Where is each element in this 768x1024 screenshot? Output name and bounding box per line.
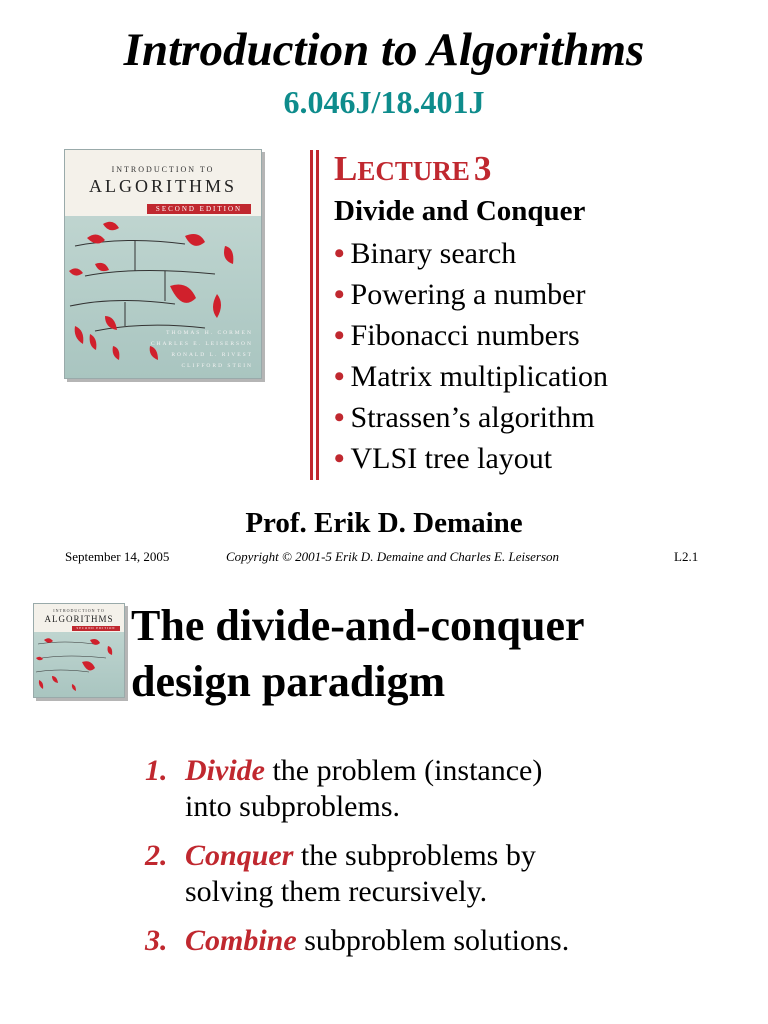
step-keyword: Combine: [185, 924, 297, 957]
slide-title-line: The divide-and-conquer: [131, 601, 585, 650]
book-small-title: INTRODUCTION TO: [53, 608, 105, 613]
footer-date: September 14, 2005: [65, 549, 170, 564]
step-text: solving them recursively.: [185, 875, 488, 908]
book-author: RONALD L. RIVEST: [171, 352, 253, 358]
list-item: [145, 753, 745, 825]
topic-label: Matrix multiplication: [350, 360, 608, 393]
topic-label: Fibonacci numbers: [350, 319, 580, 352]
lecture-heading: [334, 150, 491, 195]
lecture-divider-bar: [310, 150, 313, 480]
step-keyword: Divide: [185, 754, 265, 787]
lecture-heading-rest: ECTURE: [357, 156, 470, 186]
step-number: 1.: [145, 754, 168, 787]
list-item: [145, 838, 745, 910]
bullet-icon: •: [334, 442, 345, 475]
book-title: ALGORITHMS: [88, 176, 237, 196]
step-text: subproblem solutions.: [296, 924, 570, 957]
list-item: [334, 438, 608, 479]
list-item: [334, 233, 608, 274]
topic-label: Binary search: [350, 237, 517, 270]
bullet-icon: •: [334, 278, 345, 311]
lecture-heading-initial: L: [334, 149, 358, 188]
topic-label: Strassen’s algorithm: [350, 401, 595, 434]
step-number: 2.: [145, 839, 168, 872]
topic-list: [334, 233, 608, 479]
course-number: 6.046J/18.401J: [283, 84, 485, 120]
step-keyword: Conquer: [185, 839, 294, 872]
book-cover-image: [64, 149, 262, 379]
footer-copyright: Copyright © 2001-5 Erik D. Demaine and Charles E. Leiserson: [226, 549, 560, 564]
bullet-icon: •: [334, 237, 345, 270]
book-author: THOMAS H. CORMEN: [166, 330, 253, 336]
professor-name: Prof. Erik D. Demaine: [245, 507, 523, 539]
bullet-icon: •: [334, 401, 345, 434]
topic-label: VLSI tree layout: [350, 442, 553, 475]
book-author: CLIFFORD STEIN: [181, 363, 253, 369]
lecture-subtitle: Divide and Conquer: [334, 195, 586, 227]
book-edition: SECOND EDITION: [147, 204, 251, 214]
book-cover-thumbnail: [33, 603, 125, 698]
mobile-sculpture-art: [34, 632, 124, 697]
step-text: the subproblems by: [293, 839, 536, 872]
bullet-icon: •: [334, 360, 345, 393]
list-item: [145, 923, 745, 959]
book-small-title: INTRODUCTION TO: [111, 165, 215, 174]
slide-title: [131, 598, 751, 710]
footer-page-number: L2.1: [674, 549, 699, 564]
list-item: [334, 274, 608, 315]
book-authors: [151, 328, 253, 372]
paradigm-steps: [145, 753, 745, 972]
book-title: ALGORITHMS: [44, 614, 114, 624]
list-item: [334, 315, 608, 356]
book-edition: SECOND EDITION: [72, 626, 120, 631]
lecture-number: 3: [473, 149, 492, 188]
step-text: into subproblems.: [185, 790, 400, 823]
topic-label: Powering a number: [350, 278, 586, 311]
slide-title: Introduction to Algorithms: [123, 24, 645, 76]
bullet-icon: •: [334, 319, 345, 352]
list-item: [334, 356, 608, 397]
step-text: the problem (instance): [264, 754, 543, 787]
list-item: [334, 397, 608, 438]
lecture-divider-bar: [316, 150, 319, 480]
step-number: 3.: [145, 924, 168, 957]
book-author: CHARLES E. LEISERSON: [150, 341, 253, 347]
slide-title-line: design paradigm: [131, 657, 446, 706]
